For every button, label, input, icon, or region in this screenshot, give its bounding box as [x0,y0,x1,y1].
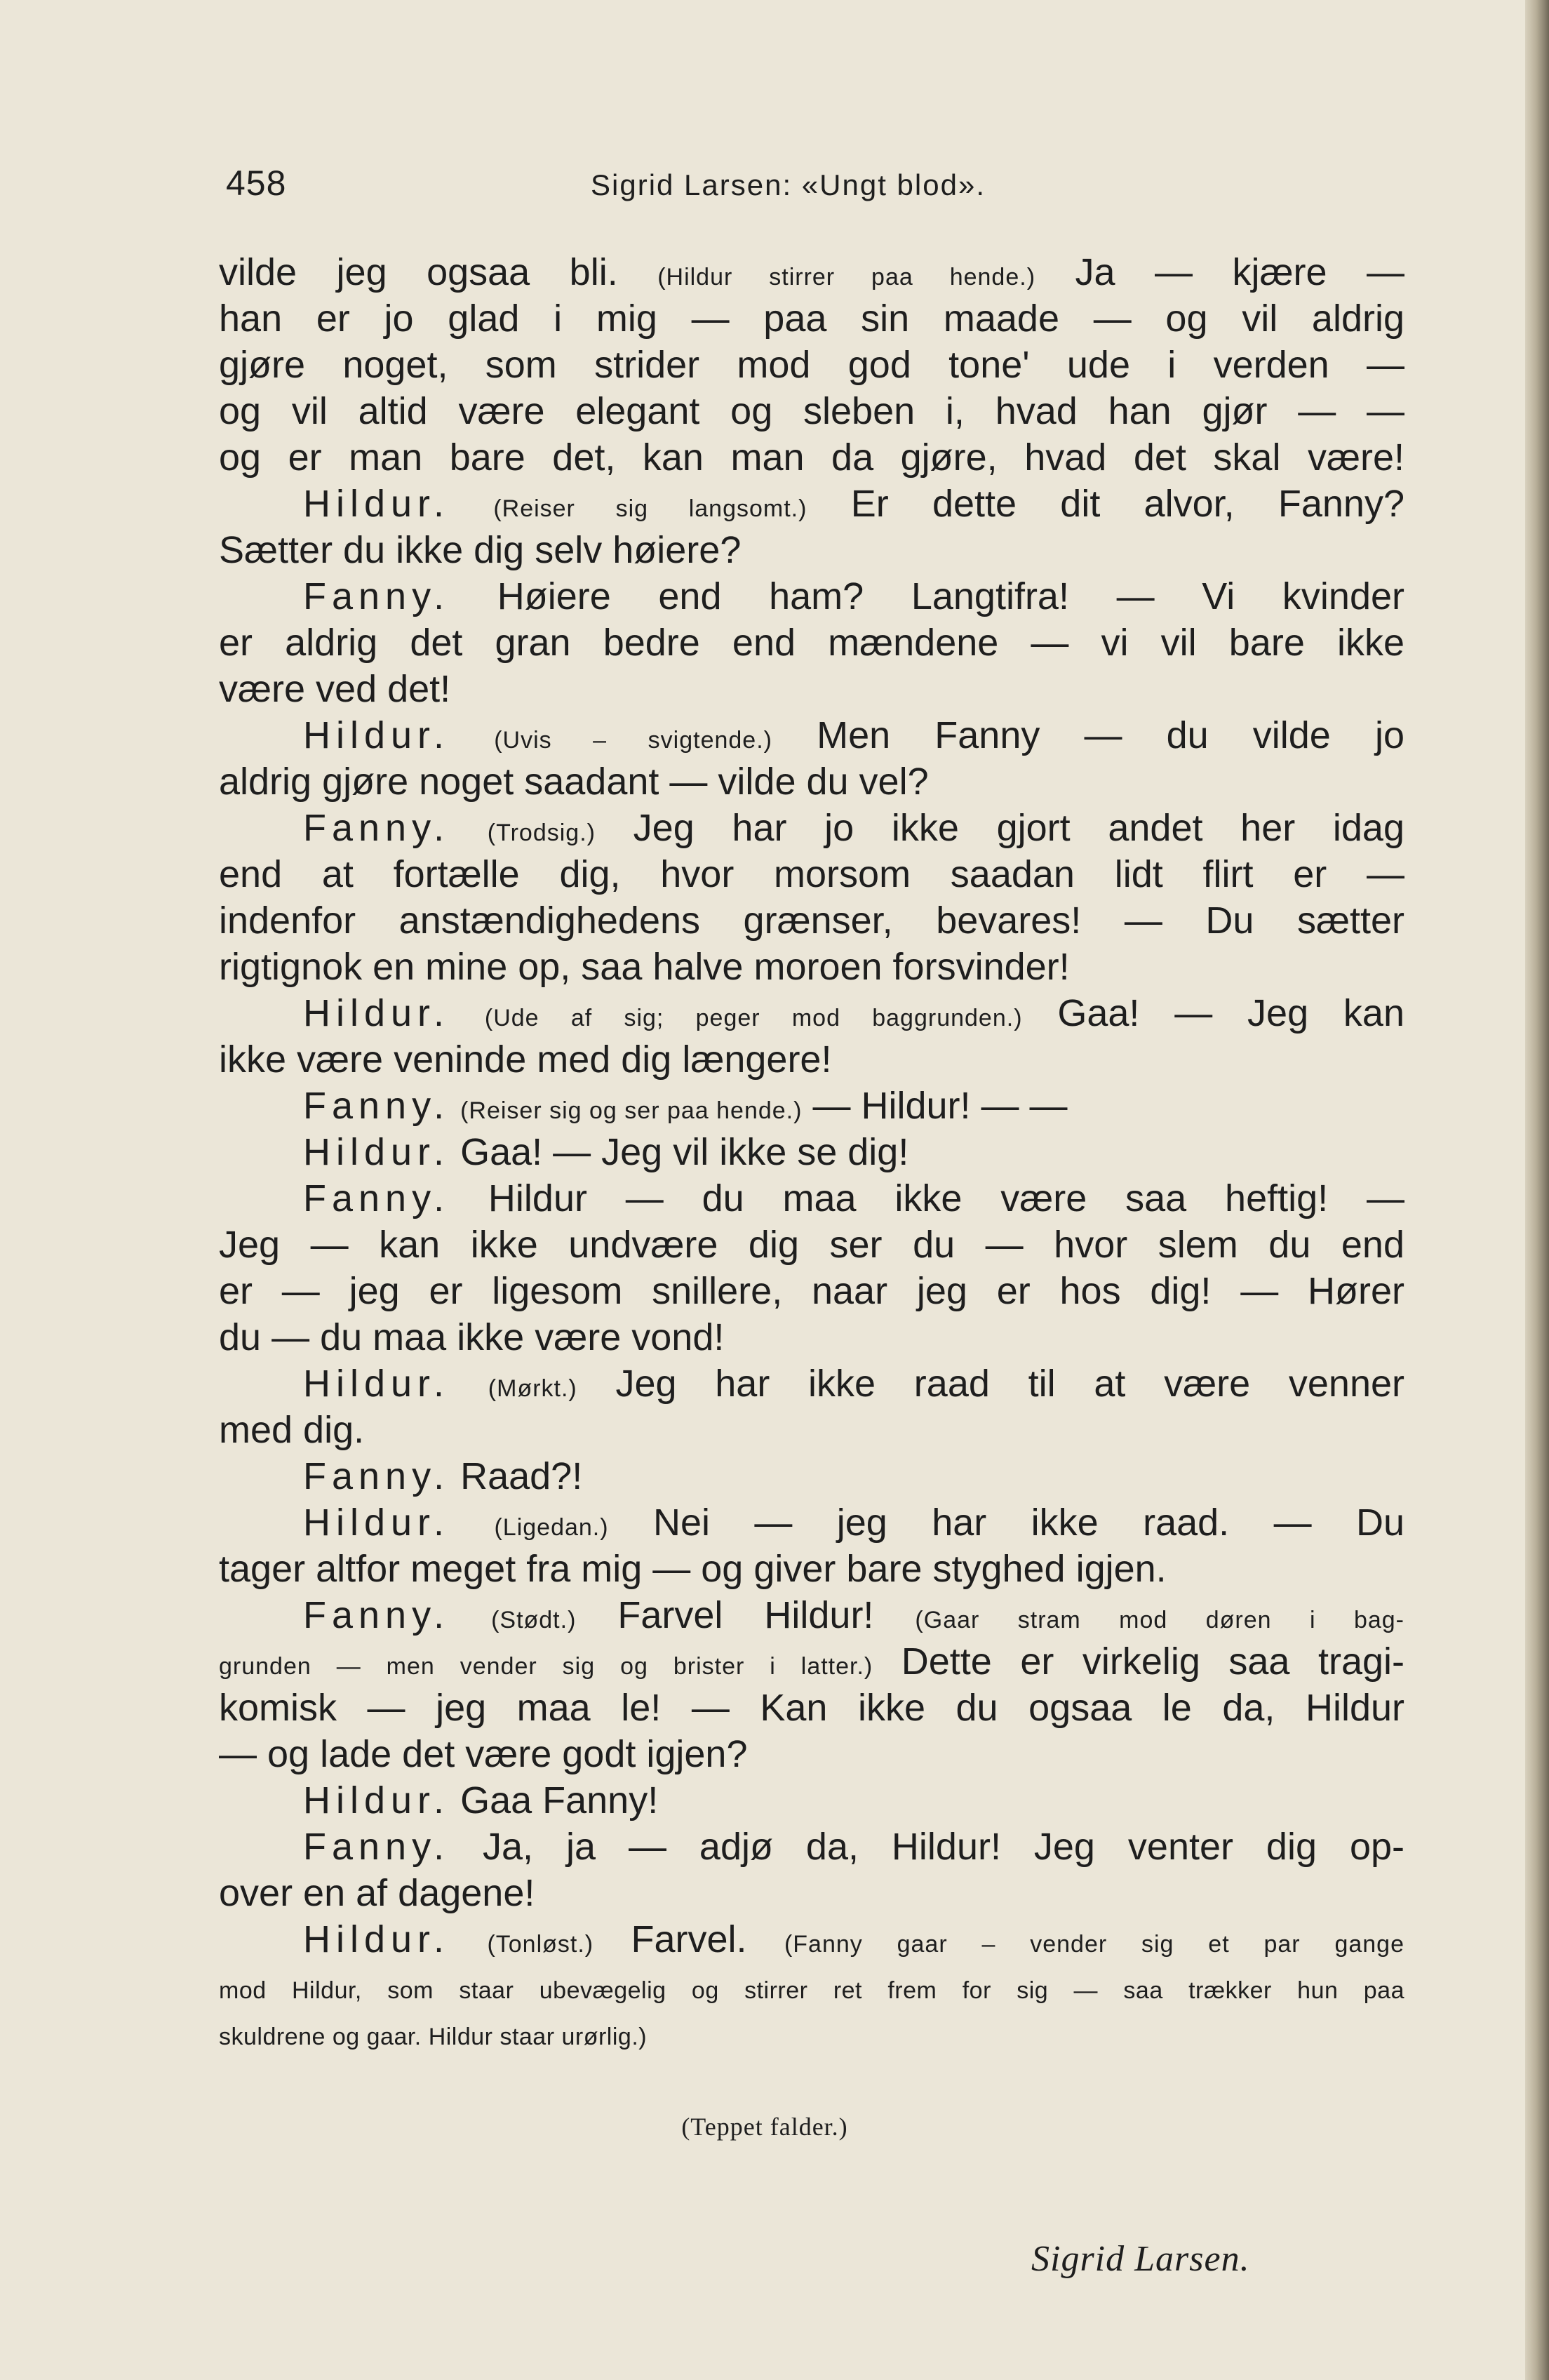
stage-direction: (Reiser sig langsomt.) [493,495,807,522]
dialogue-text: gjøre noget, som strider mod god tone' ude i verden — [219,344,1404,386]
stage-direction: (Mørkt.) [488,1375,577,1402]
text-line [219,1268,1404,1314]
play-text [219,249,1404,2055]
text-line [219,1129,1404,1175]
stage-direction: (Ligedan.) [494,1514,609,1541]
dialogue-text: Høiere end ham? Langtifra! — Vi kvinder [450,575,1404,617]
speaker-name: Hildur. [303,1363,450,1405]
dialogue-text: er — jeg er ligesom snillere, naar jeg er hos dig! — Hører [219,1270,1404,1312]
dialogue-text: tager altfor meget fra mig — og giver bare styghed igjen. [219,1548,1167,1590]
dialogue-text: — og lade det være godt igjen? [219,1733,748,1775]
stage-direction: skuldrene og gaar. Hildur staar urørlig.) [219,2024,648,2050]
dialogue-text: over en af dagene! [219,1872,535,1914]
page-number: 458 [226,163,287,203]
speaker-name: Fanny. [303,1826,450,1868]
dialogue-text: Jeg har jo ikke gjort andet her idag [595,807,1404,849]
dialogue-text: indenfor anstændighedens grænser, bevares! — Du sætter [219,900,1404,942]
text-line [219,1546,1404,1592]
dialogue-text [450,992,485,1034]
stage-direction: (Tonløst.) [487,1931,594,1958]
text-line [219,573,1404,620]
dialogue-text: aldrig gjøre noget saadant — vilde du vel? [219,761,929,803]
stage-direction: (Trodsig.) [487,820,596,846]
text-line [219,1499,1404,1546]
text-line [219,944,1404,990]
text-line [219,1777,1404,1824]
dialogue-text: Farvel Hildur! [576,1594,916,1636]
dialogue-text [450,714,494,756]
dialogue-text: Farvel. [594,1918,784,1960]
speaker-name: Fanny. [303,575,450,617]
text-line [219,1916,1404,1963]
speaker-name: Hildur. [303,1918,450,1960]
dialogue-text: Dette er virkelig saa tragi- [873,1640,1404,1683]
text-line [219,712,1404,758]
stage-direction: grunden — men vender sig og brister i latter.) [219,1653,873,1680]
book-binding-edge [1525,0,1549,2380]
speaker-name: Fanny. [303,807,450,849]
page-header [226,163,1419,205]
text-line [219,1731,1404,1777]
text-line [219,388,1404,434]
stage-direction: (Stødt.) [491,1607,577,1633]
text-line [219,666,1404,712]
stage-direction: (Fanny gaar – vender sig et par gange [784,1931,1404,1958]
text-line [219,1361,1404,1407]
text-line [219,1222,1404,1268]
speaker-name: Fanny. [303,1594,450,1636]
dialogue-text: Gaa! — Jeg kan [1022,992,1404,1034]
dialogue-text [450,1594,491,1636]
text-line [219,1685,1404,1731]
dialogue-text: du — du maa ikke være vond! [219,1316,725,1358]
text-line [219,1407,1404,1453]
text-line [219,1314,1404,1361]
text-line [219,990,1404,1036]
dialogue-text: Jeg har ikke raad til at være venner [577,1363,1404,1405]
dialogue-text: Sætter du ikke dig selv høiere? [219,529,742,571]
stage-direction-curtain: (Teppet falder.) [681,2113,848,2141]
dialogue-text: ikke være veninde med dig længere! [219,1038,832,1081]
speaker-name: Hildur. [303,992,450,1034]
dialogue-text [450,1502,494,1544]
dialogue-text: Hildur — du maa ikke være saa heftig! — [450,1177,1404,1219]
dialogue-text: Jeg — kan ikke undvære dig ser du — hvor slem du end [219,1224,1404,1266]
dialogue-text: Gaa! — Jeg vil ikke se dig! [450,1131,909,1173]
text-line [219,481,1404,527]
text-line [219,758,1404,805]
dialogue-text [450,1085,460,1127]
text-line [219,1453,1404,1499]
text-line [219,1175,1404,1222]
dialogue-text: han er jo glad i mig — paa sin maade — og vil aldrig [219,298,1404,340]
text-line [219,2009,1404,2055]
dialogue-text: vilde jeg ogsaa bli. [219,251,658,293]
stage-direction: mod Hildur, som staar ubevægelig og stirrer ret frem for sig — saa trækker hun paa [219,1977,1404,2004]
text-line [219,1963,1404,2009]
text-line [219,527,1404,573]
dialogue-text [450,483,493,525]
dialogue-text: Gaa Fanny! [450,1779,659,1821]
dialogue-text: være ved det! [219,668,451,710]
speaker-name: Hildur. [303,1502,450,1544]
text-line [219,1592,1404,1638]
stage-direction: (Ude af sig; peger mod baggrunden.) [484,1005,1023,1031]
stage-direction: (Gaar stram mod døren i bag- [915,1607,1404,1633]
text-line [219,1824,1404,1870]
dialogue-text: og vil altid være elegant og sleben i, hvad han gjør — — [219,390,1404,432]
text-line [219,1638,1404,1685]
stage-direction: (Hildur stirrer paa hende.) [657,264,1036,290]
dialogue-text: Ja — kjære — [1035,251,1404,293]
author-signature: Sigrid Larsen. [1031,2239,1250,2279]
running-title: Sigrid Larsen: «Ungt blod». [591,168,986,201]
text-line [219,1870,1404,1916]
speaker-name: Hildur. [303,483,450,525]
speaker-name: Fanny. [303,1177,450,1219]
dialogue-text [450,1918,487,1960]
text-line [219,295,1404,342]
text-line [219,851,1404,897]
text-line [219,434,1404,481]
text-line [219,897,1404,944]
dialogue-text: med dig. [219,1409,365,1451]
speaker-name: Fanny. [303,1455,450,1497]
speaker-name: Hildur. [303,714,450,756]
dialogue-text: Nei — jeg har ikke raad. — Du [608,1502,1404,1544]
dialogue-text: Er dette dit alvor, Fanny? [807,483,1404,525]
stage-direction: (Uvis – svigtende.) [494,727,772,754]
stage-direction: (Reiser sig og ser paa hende.) [460,1097,803,1124]
text-line [219,249,1404,295]
dialogue-text: og er man bare det, kan man da gjøre, hvad det skal være! [219,436,1404,479]
text-line [219,1083,1404,1129]
dialogue-text: Raad?! [450,1455,583,1497]
speaker-name: Hildur. [303,1779,450,1821]
speaker-name: Hildur. [303,1131,450,1173]
dialogue-text: Ja, ja — adjø da, Hildur! Jeg venter dig op- [450,1826,1404,1868]
dialogue-text: rigtignok en mine op, saa halve moroen forsvinder! [219,946,1070,988]
dialogue-text: end at fortælle dig, hvor morsom saadan lidt flirt er — [219,853,1404,895]
text-line [219,342,1404,388]
dialogue-text: komisk — jeg maa le! — Kan ikke du ogsaa le da, Hildur [219,1687,1404,1729]
dialogue-text: er aldrig det gran bedre end mændene — vi vil bare ikke [219,622,1404,664]
dialogue-text [450,807,488,849]
text-line [219,805,1404,851]
text-line [219,1036,1404,1083]
dialogue-text: Men Fanny — du vilde jo [772,714,1404,756]
text-line [219,620,1404,666]
dialogue-text [450,1363,488,1405]
speaker-name: Fanny. [303,1085,450,1127]
dialogue-text: — Hildur! — — [802,1085,1068,1127]
